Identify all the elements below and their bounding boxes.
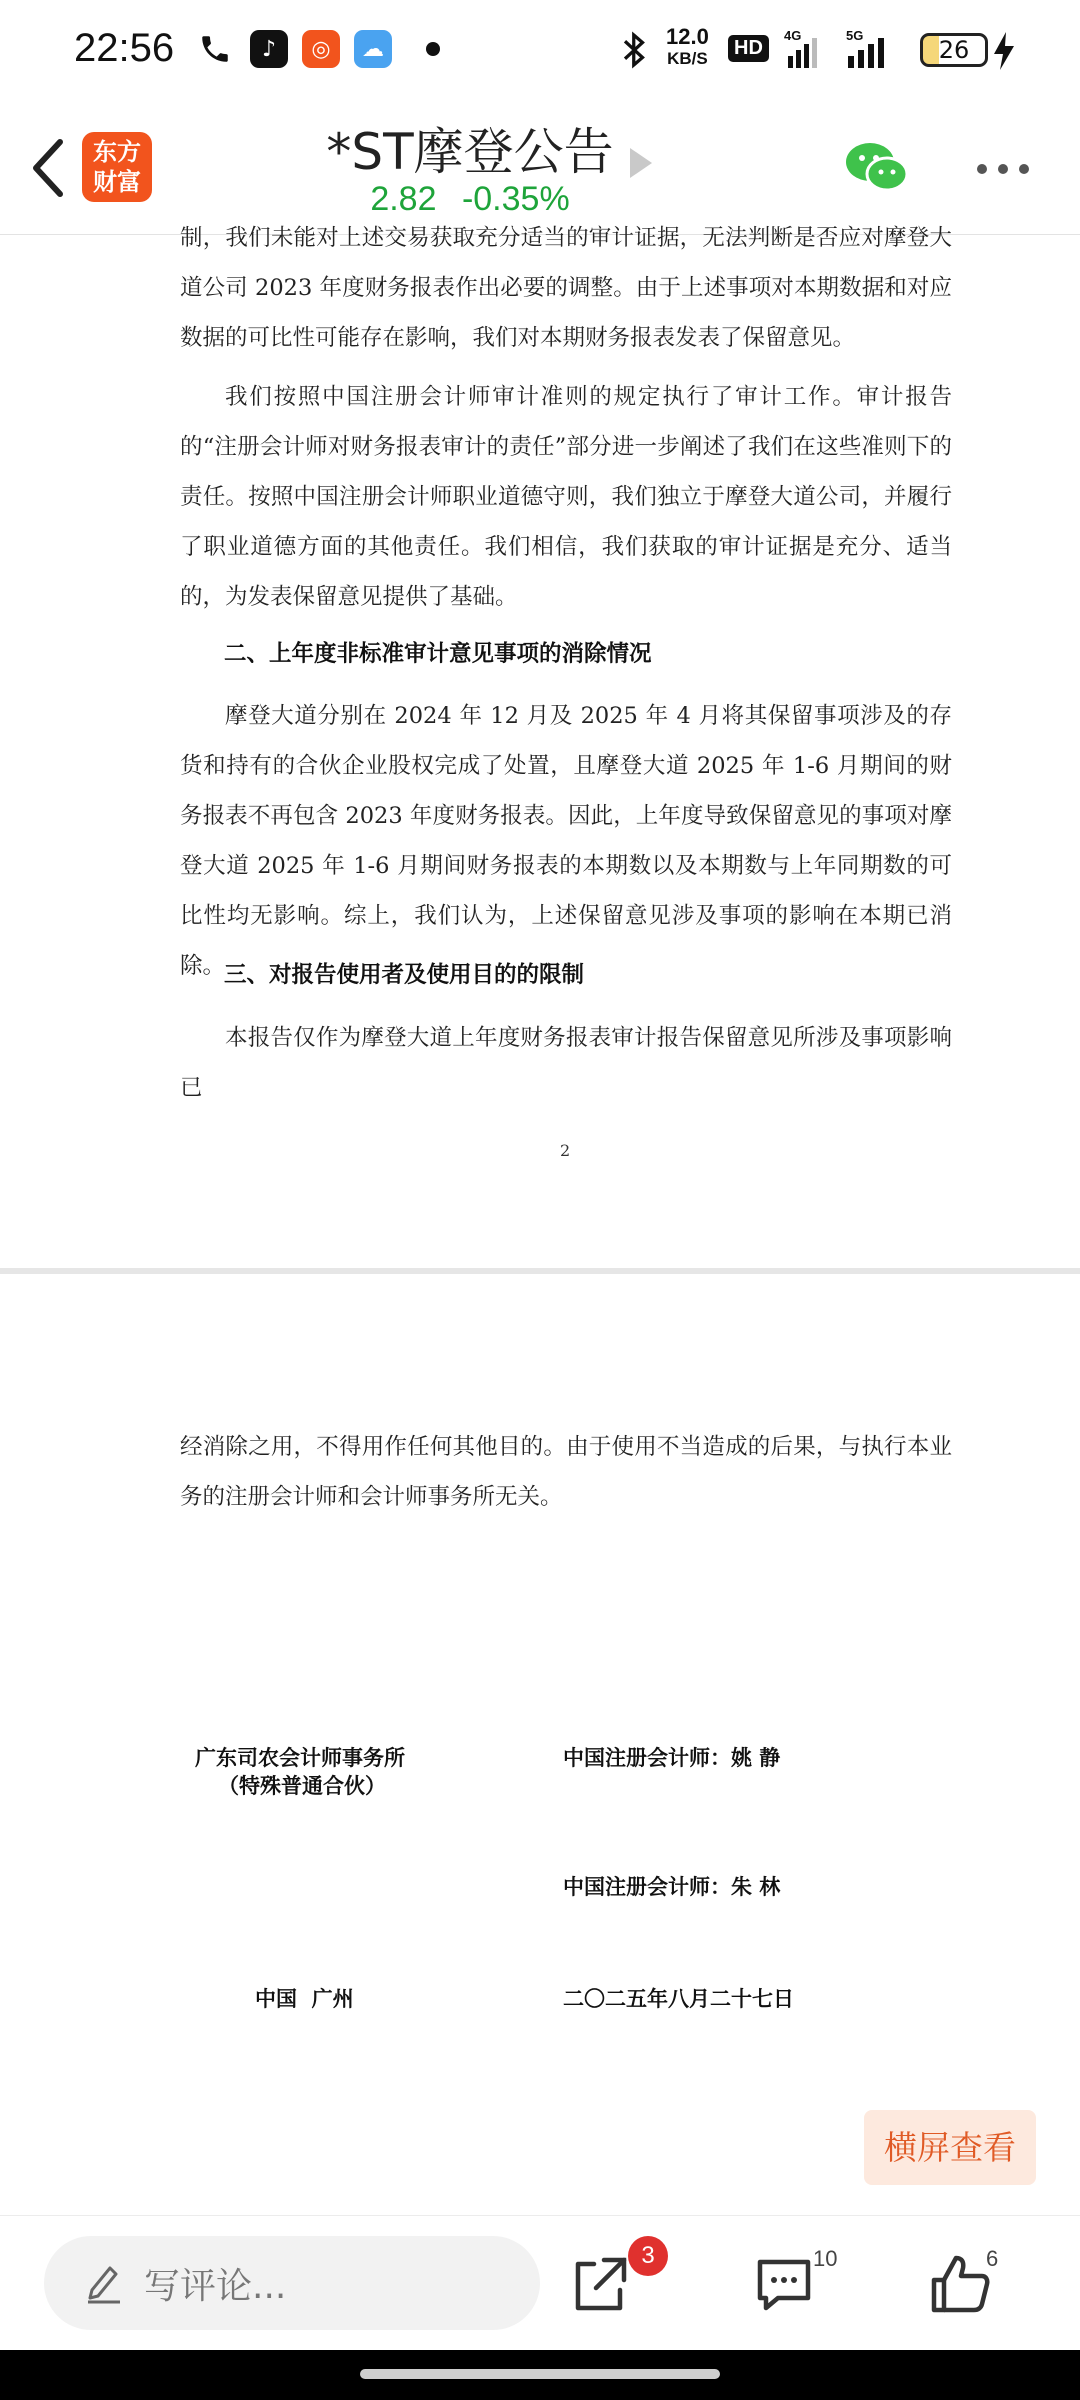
page-number: 2 <box>560 1141 571 1160</box>
doc-paragraph-1: 制，我们未能对上述交易获取充分适当的审计证据，无法判断是否应对摩登大道公司 2023 年度财务报表作出必要的调整。由于上述事项对本期数据和对应数据的可比性可能存在影响，我们对本期财务报表发表了保留意见。 <box>180 225 952 351</box>
logo-line-1: 东方 <box>93 138 141 166</box>
doc-paragraph-4: 本报告仅作为摩登大道上年度财务报表审计报告保留意见所涉及事项影响已 <box>180 1025 952 1101</box>
net-speed-unit: KB/S <box>667 49 708 68</box>
svg-text:4G: 4G <box>784 28 802 43</box>
firm-name: 广东司农会计师事务所 <box>195 1746 405 1770</box>
share-badge: 3 <box>628 2236 668 2276</box>
firm-type: （特殊普通合伙） <box>218 1774 386 1798</box>
comment-input[interactable] <box>44 2236 540 2330</box>
system-nav-bar <box>0 2350 1080 2400</box>
comment-placeholder: 写评论... <box>144 2266 287 2307</box>
play-triangle-icon[interactable] <box>628 146 654 180</box>
report-location: 中国 广州 <box>255 1987 354 2011</box>
share-icon[interactable] <box>570 2254 630 2314</box>
bluetooth-icon <box>620 30 650 70</box>
pencil-icon <box>84 2260 124 2304</box>
hd-icon: HD <box>728 35 769 62</box>
weather-icon: ☁ <box>354 30 392 68</box>
report-date: 二〇二五年八月二十七日 <box>563 1987 794 2011</box>
signal-icon <box>784 28 832 70</box>
more-options-icon[interactable] <box>975 162 1031 176</box>
doc-heading-3: 三、对报告使用者及使用目的的限制 <box>224 962 585 988</box>
battery-indicator: 26 <box>920 33 988 67</box>
document-page-2 <box>0 1274 1080 2214</box>
logo-line-2: 财富 <box>93 168 141 196</box>
home-indicator[interactable] <box>360 2369 720 2379</box>
stock-price: 2.82 <box>370 180 437 218</box>
net-speed <box>666 26 709 70</box>
like-count: 6 <box>986 2246 999 2271</box>
page-title: *ST摩登公告 <box>326 123 614 181</box>
doc-paragraph-2: 我们按照中国注册会计师审计准则的规定执行了审计工作。审计报告的“注册会计师对财务报表审计的责任”部分进一步阐述了我们在这些准则下的责任。按照中国注册会计师职业道德守则，我们独立于摩登大道公司，并履行了职业道德方面的其他责任。我们相信，我们获取的审计证据是充分、适当的，为发表保留意见提供了基础。 <box>180 384 952 610</box>
status-time: 22:56 <box>74 26 175 70</box>
doc-paragraph-3: 摩登大道分别在 2024 年 12 月及 2025 年 4 月将其保留事项涉及的存货和持有的合伙企业股权完成了处置，且摩登大道 2025 年 1-6 月期间的财务报表不再包含 2023 年度财务报表。因此，上年度导致保留意见的事项对摩登大道 2025 年 1-6 月期间财务报表的本期数以及本期数与上年同期数的可比性均无影响。综上，我们认为，上述保留意见涉及事项的影响在本期已消除。 <box>180 703 952 979</box>
cpa-signature-2: 中国注册会计师：朱 林 <box>563 1875 781 1899</box>
wechat-share-icon[interactable] <box>844 140 910 196</box>
doc-heading-2: 二、上年度非标准审计意见事项的消除情况 <box>224 641 652 667</box>
app-icon: ◎ <box>302 30 340 68</box>
phone-icon <box>198 32 232 66</box>
stock-change: -0.35% <box>461 180 570 218</box>
landscape-view-button[interactable]: 横屏查看 <box>864 2110 1036 2185</box>
tiktok-icon: ♪ <box>250 30 288 68</box>
cpa-signature-1: 中国注册会计师：姚 静 <box>563 1746 781 1770</box>
comment-count: 10 <box>813 2246 838 2271</box>
thumbs-up-icon[interactable] <box>930 2254 992 2314</box>
net-speed-value: 12.0 <box>666 24 709 49</box>
signal-5g-icon <box>842 28 902 70</box>
svg-text:5G: 5G <box>846 28 864 43</box>
doc-paragraph-5: 经消除之用，不得用作任何其他目的。由于使用不当造成的后果，与执行本业务的注册会计师和会计师事务所无关。 <box>180 1434 952 1510</box>
comments-icon[interactable] <box>754 2256 814 2314</box>
status-bar <box>0 0 1080 100</box>
bottom-action-bar <box>0 2215 1080 2350</box>
charging-icon <box>992 32 1016 70</box>
notification-dot <box>426 42 440 56</box>
